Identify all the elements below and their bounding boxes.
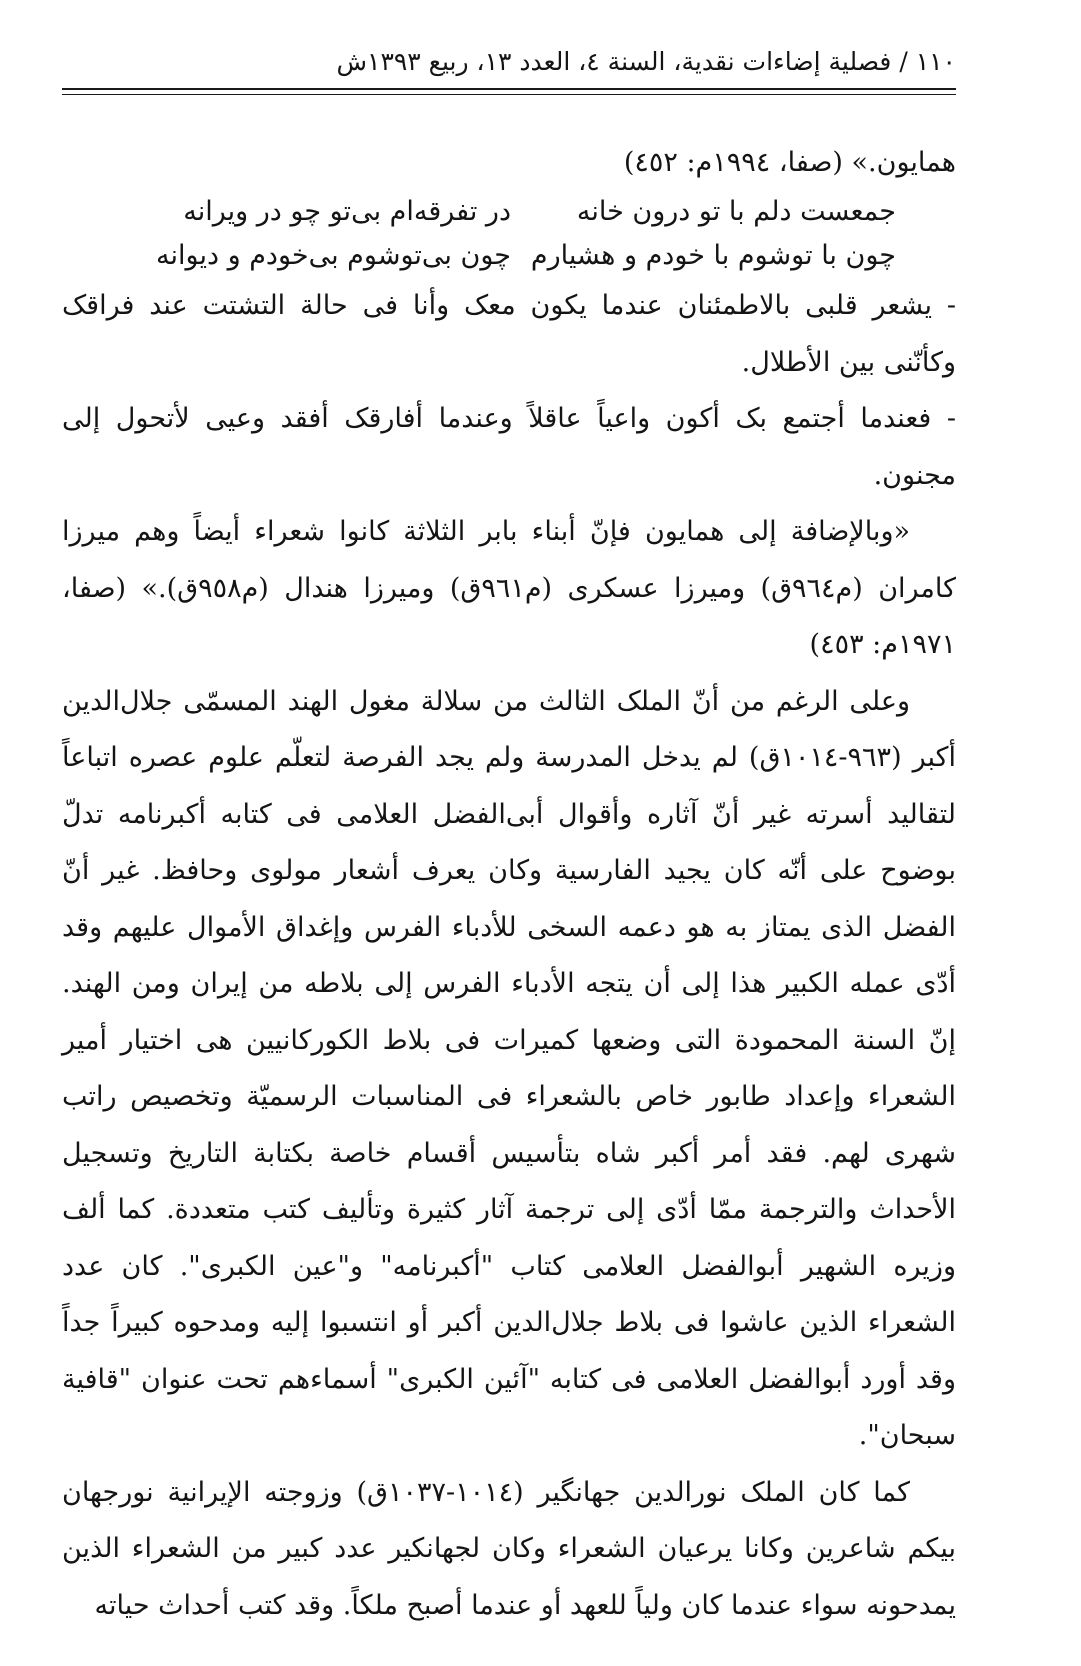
paragraph-jahangir: كما كان الملک نورالدين جهانگير (١٠١٤-١٠٣٧ق) وزوجته الإيرانية نورجهان بيكم شاعرين وكانا يرعيان الشعراء وكان لجهانكير عدد كبير من الشعراء الذين يمدحونه سواء عندما كان ولياً للعهد أو عندما أصبح ملكاً. وقد كتب أحداث حياته bbox=[62, 1476, 956, 1621]
verse-line-2 bbox=[62, 234, 956, 278]
translation-line-2: - فعندما أجتمع بک أكون واعياً عاقلاً وعندما أفارقک أفقد وعيی لأتحول إلی مجنون. bbox=[62, 403, 956, 491]
verse-line-1 bbox=[62, 190, 956, 234]
page-number: ١١٠ bbox=[915, 47, 956, 76]
verse-2-second-hemistich: چون بی‌توشوم بی‌خودم و دیوانه bbox=[156, 240, 511, 271]
paragraph-babur-sons: «وبالإضافة إلی همايون فإنّ أبناء بابر الثلاثة كانوا شعراء أيضاً وهم ميرزا كامران (م٩٦٤ق) وميرزا عسكری (م٩٦١ق) وميرزا هندال (م٩٥٨ق).» (صفا، ١٩٧١م: ٤٥٣) bbox=[62, 516, 956, 660]
verse-1-second-hemistich: در تفرقه‌ام بی‌تو چو در ویرانه bbox=[183, 196, 511, 227]
book-page bbox=[62, 44, 956, 1634]
paragraph-citation-end: همايون.» (صفا، ١٩٩٤م: ٤٥٢) bbox=[623, 147, 956, 178]
translation-line-1: - يشعر قلبی بالاطمئنان عندما يكون معک وأنا فی حالة التشتت عند فراقک وكأنّنی بين الأطلال. bbox=[62, 290, 956, 378]
paragraph-akbar: وعلی الرغم من أنّ الملک الثالث من سلالة مغول الهند المسمّی جلال‌الدين أكبر (٩٦٣-١٠١٤ق) لم يدخل المدرسة ولم يجد الفرصة لتعلّم علوم عصره اتباعاً لتقاليد أسرته غير أنّ آثاره وأقوال أبی‌الفضل العلامی فی كتابه أكبرنامه تدلّ بوضوح علی أنّه كان يجيد الفارسية وكان يعرف أشعار مولوی وحافظ. غير أنّ الفضل الذی يمتاز به هو دعمه السخی للأدباء الفرس وإغداق الأموال عليهم وقد أدّی عمله الكبير هذا إلی أن يتجه الأدباء الفرس إلی بلاطه من إيران ومن الهند. إنّ السنة المحمودة التی وضعها كميرات فی بلاط الكوركانيين هی اختيار أمير الشعراء وإعداد طابور خاص بالشعراء فی المناسبات الرسميّة وتخصيص راتب شهری لهم. فقد أمر أكبر شاه بتأسيس أقسام خاصة بكتابة التاريخ وتسجيل الأحداث والترجمة ممّا أدّی إلی ترجمة آثار كثيرة وتأليف كتب متعددة. كما ألف وزيره الشهير أبوالفضل العلامی كتاب "أكبرنامه" و"عين الكبری". كان عدد الشعراء الذين عاشوا فی بلاط جلال‌الدين أكبر أو انتسبوا إليه ومدحوه كبيراً جداً وقد أورد أبوالفضل العلامی فی كتابه "آئين الكبری" أسماءهم تحت عنوان "قافية سبحان". bbox=[62, 685, 956, 1451]
page-body bbox=[62, 136, 956, 1634]
verse-2-first-hemistich: چون با توشوم با خودم و هشیارم bbox=[530, 240, 896, 271]
header-separator: / bbox=[899, 47, 908, 76]
journal-title: فصلية إضاءات نقدية، السنة ٤، العدد ١٣، ربيع ١٣٩٣ش bbox=[336, 47, 892, 76]
verse-1-first-hemistich: جمعست دلم با تو درون خانه bbox=[576, 196, 896, 227]
running-header bbox=[62, 44, 956, 90]
